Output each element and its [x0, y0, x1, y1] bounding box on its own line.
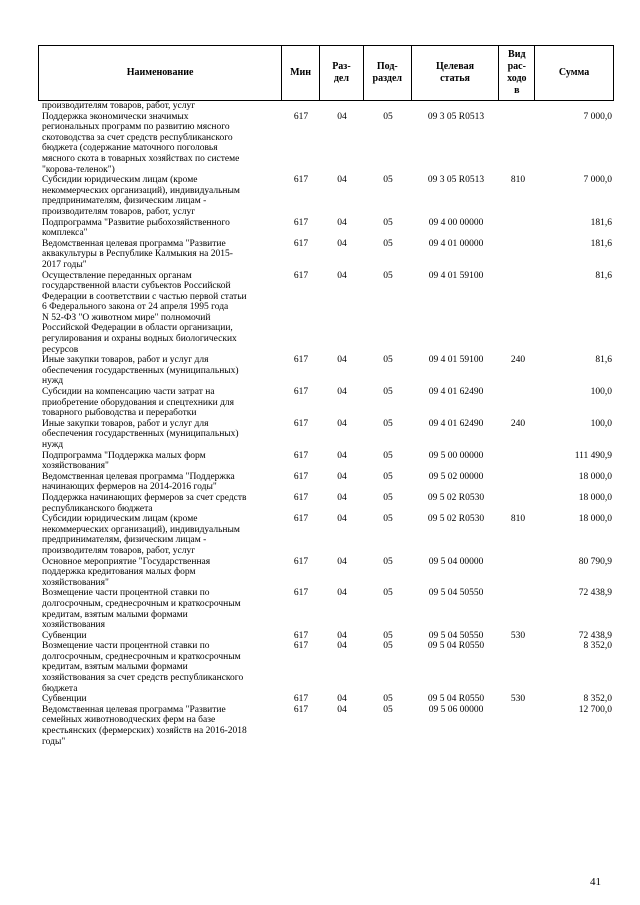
header-vid: Вид рас- ходо в [499, 46, 535, 100]
cell-name: Поддержка начинающих фермеров за счет средств республиканского бюджета [42, 492, 247, 514]
cell-celevaya: 09 5 06 00000 [428, 704, 484, 715]
cell-min: 617 [293, 175, 309, 186]
cell-podrazdel: 05 [383, 175, 393, 186]
cell-vid [500, 472, 536, 493]
cell-min: 617 [293, 111, 309, 122]
cell-vid: 810 [510, 514, 526, 525]
cell-vid [500, 493, 536, 514]
cell-podrazdel: 05 [383, 238, 393, 249]
cell-celevaya: 09 4 01 62490 [428, 387, 484, 398]
cell-razdel: 04 [337, 238, 347, 249]
cell-name: Основное мероприятие "Государственная поддержка кредитования малых форм хозяйствования" [42, 556, 211, 588]
cell-min: 617 [293, 588, 309, 599]
cell-razdel: 04 [337, 514, 347, 525]
cell-min: 617 [293, 704, 309, 715]
cell-summa: 7 000,0 [583, 175, 612, 186]
table-row [38, 557, 614, 589]
cell-razdel: 04 [337, 418, 347, 429]
cell-celevaya: 09 5 04 50550 [428, 588, 484, 599]
cell-razdel: 04 [337, 471, 347, 482]
cell-podrazdel: 05 [383, 387, 393, 398]
cell-name: производителям товаров, работ, услуг [42, 101, 196, 111]
cell-razdel: 04 [337, 556, 347, 567]
cell-razdel: 04 [337, 630, 347, 641]
cell-summa: 81,6 [595, 355, 612, 366]
cell-razdel: 04 [337, 111, 347, 122]
cell-name: Осуществление переданных органам государственной власти субъектов Российской Федерации в соответствии с частью первой статьи 6 Федерального закона от 24 апреля 1995 года N 52-ФЗ "О животном мире" полномочий Российской Федерации в области организации, регулирования и охраны водных биологических ресурсов [42, 270, 247, 355]
cell-podrazdel: 05 [383, 694, 393, 705]
table-row [38, 694, 614, 705]
cell-vid [500, 705, 536, 747]
cell-razdel [320, 101, 364, 112]
cell-min: 617 [293, 514, 309, 525]
header-min: Мин [282, 46, 320, 100]
cell-celevaya: 09 4 01 59100 [428, 270, 484, 281]
cell-celevaya: 09 4 01 62490 [428, 418, 484, 429]
cell-summa: 18 000,0 [578, 514, 612, 525]
cell-name: Возмещение части процентной ставки по долгосрочным, среднесрочным и краткосрочным кредитам, взятым малыми формами хозяйствования [42, 588, 241, 631]
cell-podrazdel: 05 [383, 556, 393, 567]
table-row [38, 387, 614, 419]
cell-min: 617 [293, 217, 309, 228]
cell-razdel: 04 [337, 588, 347, 599]
table-header [38, 45, 614, 101]
header-summa: Сумма [558, 67, 590, 78]
cell-vid [500, 588, 536, 630]
header-celevaya: Целевая статья [412, 46, 500, 100]
cell-summa: 7 000,0 [583, 111, 612, 122]
cell-celevaya [412, 101, 500, 112]
cell-razdel: 04 [337, 641, 347, 652]
cell-celevaya: 09 5 04 50550 [428, 630, 484, 641]
table-row [38, 271, 614, 356]
cell-vid [500, 451, 536, 472]
cell-podrazdel: 05 [383, 704, 393, 715]
cell-min: 617 [293, 630, 309, 641]
cell-summa: 111 490,9 [574, 450, 612, 461]
cell-podrazdel: 05 [383, 418, 393, 429]
table-row [38, 641, 614, 694]
cell-podrazdel: 05 [383, 450, 393, 461]
table-row [38, 218, 614, 239]
cell-summa [536, 101, 614, 112]
cell-name: Возмещение части процентной ставки по долгосрочным, среднесрочным и краткосрочным кредитам, взятым малыми формами хозяйствования за счет средств республиканского бюджета [42, 641, 244, 694]
cell-vid [500, 218, 536, 239]
cell-summa: 8 352,0 [583, 641, 612, 652]
table-row [38, 705, 614, 747]
table-row [38, 514, 614, 556]
table-row [38, 112, 614, 176]
cell-celevaya: 09 5 04 R0550 [427, 641, 485, 652]
cell-min: 617 [293, 694, 309, 705]
table-row [38, 493, 614, 514]
cell-summa: 18 000,0 [578, 492, 612, 503]
cell-name: Ведомственная целевая программа "Развитие аквакультуры в Республике Калмыкия на 2015- 2017 годы" [42, 238, 233, 270]
cell-name: Субвенции [42, 694, 87, 705]
cell-razdel: 04 [337, 492, 347, 503]
cell-vid: 240 [510, 355, 526, 366]
table-row [38, 631, 614, 642]
cell-podrazdel: 05 [383, 111, 393, 122]
cell-razdel: 04 [337, 175, 347, 186]
cell-name: Подпрограмма "Развитие рыбохозяйственного комплекса" [42, 217, 230, 239]
table-body [38, 101, 614, 747]
cell-celevaya: 09 3 05 R0513 [427, 111, 485, 122]
cell-min: 617 [293, 492, 309, 503]
cell-vid: 530 [510, 694, 526, 705]
cell-summa: 100,0 [590, 418, 612, 429]
cell-min: 617 [293, 450, 309, 461]
cell-podrazdel: 05 [383, 217, 393, 228]
cell-name: Субсидии юридическим лицам (кроме некоммерческих организаций), индивидуальным предпринимателям, физическим лицам - производителям товаров, работ, услуг [42, 514, 240, 556]
cell-podrazdel: 05 [383, 588, 393, 599]
cell-podrazdel: 05 [383, 630, 393, 641]
cell-celevaya: 09 4 00 00000 [428, 217, 484, 228]
cell-podrazdel: 05 [383, 270, 393, 281]
cell-name: Субвенции [42, 630, 87, 641]
cell-razdel: 04 [337, 217, 347, 228]
cell-vid: 810 [510, 175, 526, 186]
page-number: 41 [590, 876, 601, 888]
cell-min: 617 [293, 556, 309, 567]
cell-celevaya: 09 5 02 00000 [428, 471, 484, 482]
cell-vid: 240 [510, 418, 526, 429]
table-row [38, 239, 614, 271]
cell-name: Иные закупки товаров, работ и услуг для обеспечения государственных (муниципальных) нужд [42, 355, 239, 387]
cell-vid [500, 112, 536, 176]
cell-vid: 530 [510, 630, 526, 641]
cell-name: Ведомственная целевая программа "Поддержка начинающих фермеров на 2014-2016 годы" [42, 471, 235, 493]
cell-vid [500, 271, 536, 356]
cell-celevaya: 09 5 02 R0530 [427, 492, 485, 503]
cell-razdel: 04 [337, 694, 347, 705]
table-row [38, 175, 614, 217]
cell-celevaya: 09 5 00 00000 [428, 450, 484, 461]
header-name: Наименование [39, 46, 282, 100]
cell-name: Субсидии юридическим лицам (кроме некоммерческих организаций), индивидуальным предпринимателям, физическим лицам - производителям товаров, работ, услуг [42, 175, 240, 217]
cell-podrazdel: 05 [383, 492, 393, 503]
table-row [38, 419, 614, 451]
cell-name: Иные закупки товаров, работ и услуг для обеспечения государственных (муниципальных) нужд [42, 418, 239, 450]
cell-celevaya: 09 3 05 R0513 [427, 175, 485, 186]
table-row [38, 472, 614, 493]
cell-summa: 72 438,9 [578, 630, 612, 641]
cell-min: 617 [293, 387, 309, 398]
cell-podrazdel: 05 [383, 514, 393, 525]
cell-razdel: 04 [337, 387, 347, 398]
cell-name: Подпрограмма "Поддержка малых форм хозяйствования" [42, 450, 206, 472]
cell-name: Субсидии на компенсацию части затрат на приобретение оборудования и спецтехники для товарного рыбоводства и переработки [42, 387, 235, 419]
table-row [38, 588, 614, 630]
table-row [38, 101, 614, 112]
cell-razdel: 04 [337, 355, 347, 366]
cell-name: Ведомственная целевая программа "Развитие семейных животноводческих ферм на базе крестьянских (фермерских) хозяйств на 2016-2018 годы" [42, 704, 247, 747]
cell-summa: 8 352,0 [583, 694, 612, 705]
cell-min: 617 [293, 471, 309, 482]
cell-razdel: 04 [337, 270, 347, 281]
cell-min: 617 [293, 270, 309, 281]
cell-vid [500, 641, 536, 694]
cell-min: 617 [293, 418, 309, 429]
cell-vid [500, 239, 536, 271]
cell-min [282, 101, 320, 112]
header-razdel: Раз- дел [320, 46, 364, 100]
cell-summa: 100,0 [590, 387, 612, 398]
table-row [38, 451, 614, 472]
cell-celevaya: 09 4 01 59100 [428, 355, 484, 366]
cell-min: 617 [293, 238, 309, 249]
cell-podrazdel: 05 [383, 355, 393, 366]
cell-vid [500, 387, 536, 419]
cell-razdel: 04 [337, 450, 347, 461]
cell-summa: 80 790,9 [578, 556, 612, 567]
cell-celevaya: 09 5 04 00000 [428, 556, 484, 567]
cell-celevaya: 09 5 04 R0550 [427, 694, 485, 705]
cell-min: 617 [293, 641, 309, 652]
cell-summa: 181,6 [590, 238, 612, 249]
cell-summa: 18 000,0 [578, 471, 612, 482]
table-row [38, 355, 614, 387]
cell-podrazdel: 05 [383, 471, 393, 482]
cell-celevaya: 09 4 01 00000 [428, 238, 484, 249]
cell-vid [500, 101, 536, 112]
cell-vid [500, 557, 536, 589]
cell-podrazdel: 05 [383, 641, 393, 652]
cell-name: Поддержка экономически значимых региональных программ по развитию мясного скотоводства за счет средств республиканского бюджета (содержание маточного поголовья мясного скота в товарных хозяйствах по системе "корова-теленок") [42, 111, 240, 175]
cell-razdel: 04 [337, 704, 347, 715]
cell-min: 617 [293, 355, 309, 366]
cell-podrazdel [364, 101, 412, 112]
header-podrazdel: Под- раздел [364, 46, 412, 100]
cell-summa: 12 700,0 [578, 704, 612, 715]
cell-summa: 181,6 [590, 217, 612, 228]
cell-summa: 81,6 [595, 270, 612, 281]
cell-celevaya: 09 5 02 R0530 [427, 514, 485, 525]
cell-summa: 72 438,9 [578, 588, 612, 599]
